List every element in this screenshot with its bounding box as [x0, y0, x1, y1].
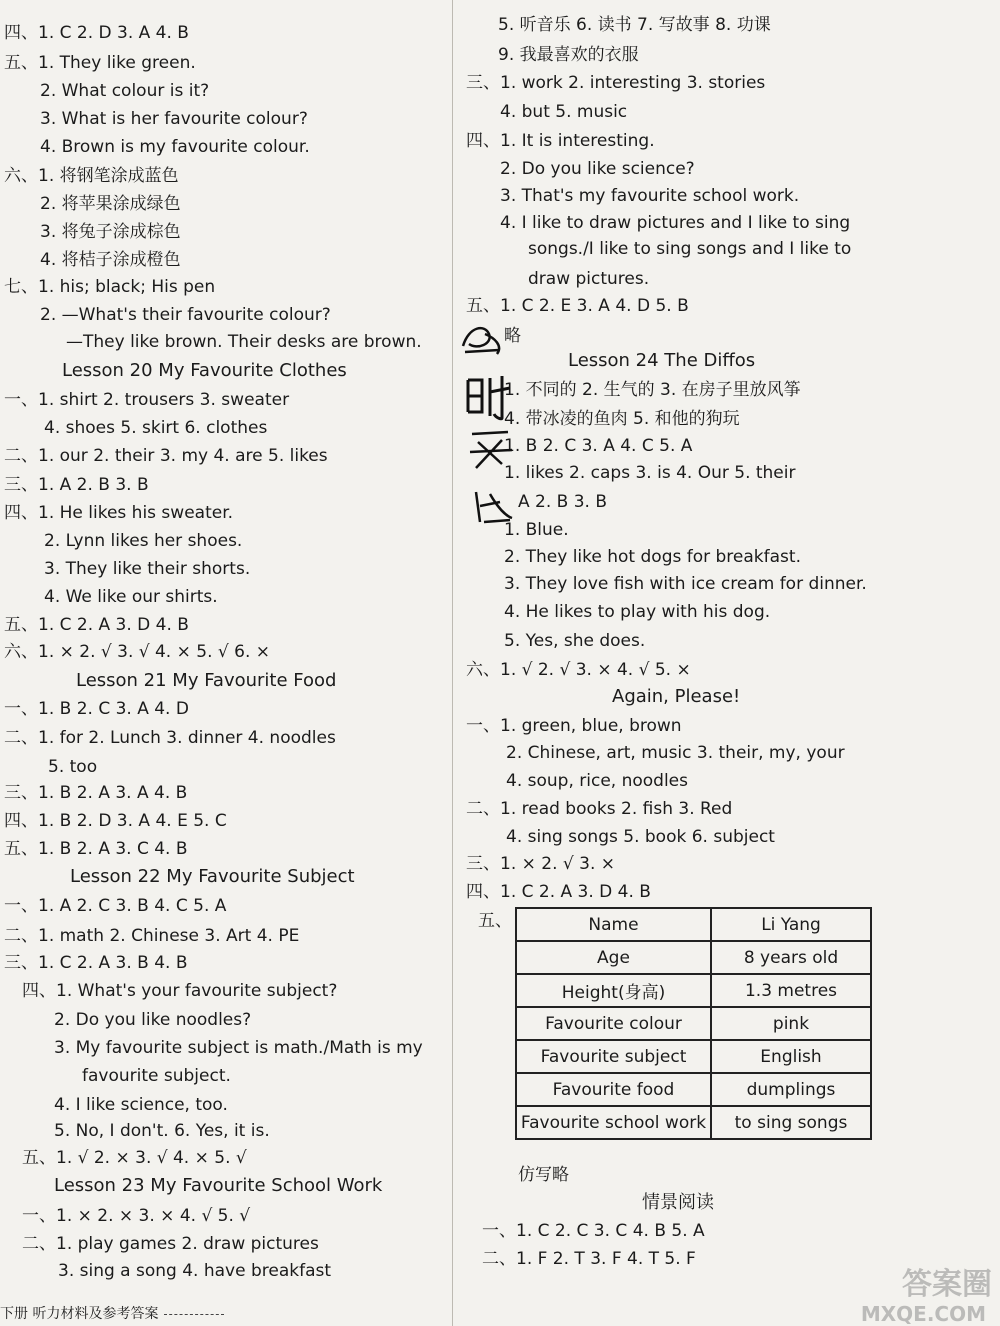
- answer-line: 一、1. × 2. × 3. × 4. √ 5. √: [22, 1206, 251, 1226]
- lesson-heading: 情景阅读: [642, 1192, 714, 1213]
- answer-line: 一、1. C 2. C 3. C 4. B 5. A: [482, 1221, 705, 1241]
- info-table: [515, 907, 872, 1140]
- table-cell: Favourite school work: [516, 1106, 711, 1139]
- answer-line: 1. likes 2. caps 3. is 4. Our 5. their: [504, 463, 796, 483]
- answer-line: 四、1. C 2. D 3. A 4. B: [4, 23, 189, 43]
- table-row: [516, 974, 871, 1007]
- table-cell: Height(身高): [516, 974, 711, 1007]
- handwriting-scribble: [470, 488, 518, 528]
- answer-line: 2. Lynn likes her shoes.: [44, 531, 243, 551]
- table-cell: pink: [711, 1007, 871, 1040]
- answer-line: 3. sing a song 4. have breakfast: [58, 1261, 332, 1281]
- lesson-heading: Lesson 22 My Favourite Subject: [70, 866, 355, 887]
- answer-line: 一、1. B 2. C 3. A 4. D: [4, 699, 189, 719]
- answer-line: 2. —What's their favourite colour?: [40, 305, 331, 325]
- answer-line: 2. Do you like science?: [500, 159, 695, 179]
- answer-line: 4. We like our shirts.: [44, 587, 218, 607]
- answer-line: 2. Chinese, art, music 3. their, my, your: [506, 743, 845, 763]
- answer-line: songs./I like to sing songs and I like to: [528, 239, 852, 259]
- answer-line: 3. What is her favourite colour?: [40, 109, 308, 129]
- answer-line: 七、1. his; black; His pen: [4, 277, 216, 297]
- answer-line: 9. 我最喜欢的衣服: [498, 45, 639, 65]
- footer-label: 下册 听力材料及参考答案: [0, 1306, 159, 1322]
- answer-line: —They like brown. Their desks are brown.: [66, 332, 422, 352]
- table-cell: English: [711, 1040, 871, 1073]
- table-row: [516, 908, 871, 941]
- table-cell: to sing songs: [711, 1106, 871, 1139]
- handwriting-scribble: [462, 372, 518, 422]
- answer-line: 三、1. × 2. √ 3. ×: [466, 854, 615, 874]
- answer-line: 五、1. C 2. A 3. D 4. B: [4, 615, 189, 635]
- handwriting-scribble: [468, 428, 518, 472]
- answer-line: 五、1. B 2. A 3. C 4. B: [4, 839, 188, 859]
- answer-line: 1. B 2. C 3. A 4. C 5. A: [504, 436, 693, 456]
- answer-line: 1. Blue.: [504, 520, 569, 540]
- table-cell: Age: [516, 941, 711, 974]
- answer-line: 3. 将兔子涂成棕色: [40, 222, 181, 242]
- answer-line: 一、1. green, blue, brown: [466, 716, 682, 736]
- table-row: [516, 1040, 871, 1073]
- lesson-heading: Lesson 20 My Favourite Clothes: [62, 360, 347, 381]
- table-cell: Favourite subject: [516, 1040, 711, 1073]
- lesson-heading: Again, Please!: [612, 686, 741, 707]
- answer-line: 3. They like their shorts.: [44, 559, 251, 579]
- lesson-heading: Lesson 23 My Favourite School Work: [54, 1175, 383, 1196]
- answer-line: 四、1. C 2. A 3. D 4. B: [466, 882, 651, 902]
- answer-line: 4. shoes 5. skirt 6. clothes: [44, 418, 268, 438]
- table-row: [516, 941, 871, 974]
- answer-line: 5. No, I don't. 6. Yes, it is.: [54, 1121, 270, 1141]
- table-cell: 1.3 metres: [711, 974, 871, 1007]
- answer-line: 四、1. It is interesting.: [466, 131, 655, 151]
- lesson-heading: Lesson 21 My Favourite Food: [76, 670, 337, 691]
- answer-line: 二、1. for 2. Lunch 3. dinner 4. noodles: [4, 728, 336, 748]
- answer-line: 三、1. B 2. A 3. A 4. B: [4, 783, 188, 803]
- watermark-url: MXQE.COM: [860, 1302, 986, 1326]
- table-cell: Li Yang: [711, 908, 871, 941]
- answer-line: 4. I like science, too.: [54, 1095, 228, 1115]
- answer-line: 3. They love fish with ice cream for dinner.: [504, 574, 867, 594]
- answer-line: 3. My favourite subject is math./Math is my: [54, 1038, 423, 1058]
- answer-line: 三、1. A 2. B 3. B: [4, 475, 149, 495]
- answer-line: 六、1. 将钢笔涂成蓝色: [4, 166, 179, 186]
- footer-rule: [164, 1314, 224, 1315]
- answer-line: 5. 听音乐 6. 读书 7. 写故事 8. 功课: [498, 15, 771, 35]
- answer-line: 仿写略: [518, 1165, 569, 1185]
- answer-line: 2. They like hot dogs for breakfast.: [504, 547, 801, 567]
- handwriting-scribble: [455, 316, 515, 360]
- answer-line: favourite subject.: [82, 1066, 231, 1086]
- answer-line: 六、1. × 2. √ 3. √ 4. × 5. √ 6. ×: [4, 642, 270, 662]
- answer-line: 六、1. √ 2. √ 3. × 4. √ 5. ×: [466, 660, 691, 680]
- answer-line: 2. 将苹果涂成绿色: [40, 194, 181, 214]
- answer-line: 五、1. They like green.: [4, 53, 196, 73]
- watermark-logo: 答案圈: [902, 1267, 992, 1302]
- answer-line: 三、1. C 2. A 3. B 4. B: [4, 953, 188, 973]
- table-row: [516, 1073, 871, 1106]
- table-row: [516, 1106, 871, 1139]
- answer-line: 4. sing songs 5. book 6. subject: [506, 827, 775, 847]
- answer-line: 二、1. F 2. T 3. F 4. T 5. F: [482, 1249, 696, 1269]
- answer-line: 4. I like to draw pictures and I like to sing: [500, 213, 851, 233]
- answer-line: 4. 将桔子涂成橙色: [40, 250, 181, 270]
- answer-line: draw pictures.: [528, 269, 650, 289]
- answer-line: A 2. B 3. B: [518, 492, 608, 512]
- answer-line: 5. Yes, she does.: [504, 631, 646, 651]
- answer-line: 4. Brown is my favourite colour.: [40, 137, 310, 157]
- answer-line: 五、1. √ 2. × 3. √ 4. × 5. √: [22, 1148, 247, 1168]
- answer-line: 4. He likes to play with his dog.: [504, 602, 771, 622]
- answer-line: 2. Do you like noodles?: [54, 1010, 252, 1030]
- answer-line: 四、1. He likes his sweater.: [4, 503, 234, 523]
- answer-line: 四、1. B 2. D 3. A 4. E 5. C: [4, 811, 227, 831]
- page-footer: [0, 1304, 224, 1324]
- answer-line: 4. 带冰凌的鱼肉 5. 和他的狗玩: [504, 409, 740, 429]
- lesson-heading: Lesson 24 The Diffos: [568, 350, 756, 371]
- answer-line: 2. What colour is it?: [40, 81, 210, 101]
- answer-line: 二、1. play games 2. draw pictures: [22, 1234, 319, 1254]
- answer-line: 五、1. C 2. E 3. A 4. D 5. B: [466, 296, 689, 316]
- answer-line: 4. soup, rice, noodles: [506, 771, 688, 791]
- table-row: [516, 1007, 871, 1040]
- table-cell: 8 years old: [711, 941, 871, 974]
- answer-line: 一、1. shirt 2. trousers 3. sweater: [4, 390, 290, 410]
- column-divider: [452, 0, 453, 1326]
- table-cell: dumplings: [711, 1073, 871, 1106]
- answer-line: 一、1. A 2. C 3. B 4. C 5. A: [4, 896, 227, 916]
- answer-line: 二、1. read books 2. fish 3. Red: [466, 799, 733, 819]
- table-cell: Favourite food: [516, 1073, 711, 1106]
- answer-line: 二、1. math 2. Chinese 3. Art 4. PE: [4, 926, 300, 946]
- table-cell: Favourite colour: [516, 1007, 711, 1040]
- answer-line: 四、1. What's your favourite subject?: [22, 981, 338, 1001]
- answer-line: 4. but 5. music: [500, 102, 628, 122]
- table-cell: Name: [516, 908, 711, 941]
- answer-line: 三、1. work 2. interesting 3. stories: [466, 73, 766, 93]
- answer-line: 二、1. our 2. their 3. my 4. are 5. likes: [4, 446, 328, 466]
- answer-line: 五、: [478, 911, 512, 931]
- answer-line: 略: [504, 326, 521, 346]
- answer-line: 3. That's my favourite school work.: [500, 186, 800, 206]
- answer-line: 5. too: [48, 757, 98, 777]
- answer-line: 1. 不同的 2. 生气的 3. 在房子里放风筝: [504, 380, 801, 400]
